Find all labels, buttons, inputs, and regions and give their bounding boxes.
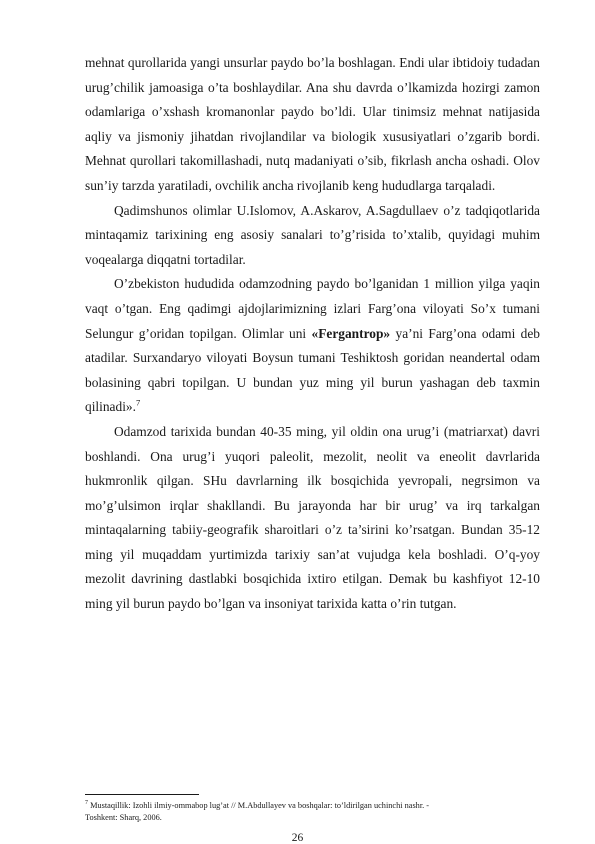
- footnote-divider: [85, 794, 199, 795]
- footnote-reference[interactable]: 7: [135, 397, 141, 408]
- footnote: [85, 797, 545, 824]
- footnote-line-1: Mustaqillik: Izohli ilmiy-ommabop lug’at // M.Abdullayev va boshqalar: to’ldirilgan uchinchi nashr. -: [88, 800, 430, 810]
- paragraph-3-text-start: O’zbekiston hududida odamzodning paydo bo’lganidan 1 million yilga yaqin vaqt o’tgan. Eng qadimgi ajdojlarimizning izlari Farg’ona viloyati So’x tumani Selungur g’oridan topilgan. Olimlar uni: [85, 276, 540, 341]
- paragraph-4: Odamzod tarixida bundan 40-35 ming, yil oldin ona urug’i (matriarxat) davri boshlandi. Ona urug’i yuqori paleolit, mezolit, neolit va eneolit davrlarida hukmronlik qilgan. SHu davrlarning ilk bosqichida yevropali, negrsimon va mo’g’ulsimon irqlar shakllandi. Bu jarayonda har bir urug’ va irq tarkalgan mintaqalarning tabiiy-geografik sharoitlari o’z ta’sirini ko’rsatgan. Bundan 35-12 ming yil muqaddam yurtimizda tarixiy san’at vujudga kela boshladi. O’q-yoy mezolit davrining dastlabki bosqichida ixtiro etilgan. Demak bu kashfiyot 12-10 ming yil burun paydo bo’lgan va insoniyat tarixida katta o’rin tutgan.: [85, 423, 540, 612]
- paragraph-3: [85, 272, 540, 420]
- paragraph-1: mehnat qurollarida yangi unsurlar paydo bo’la boshlagan. Endi ular ibtidoiy tudadan urug’chilik jamoasiga o’ta boshlaydilar. Ana shu davrda o’lkamizda hozirgi zamon odamlariga o’xshash kromanonlar paydo bo’ldi. Ular tinimsiz mehnat natijasida aqliy va jismoniy jihatdan rivojlandilar va biologik xususiyatlari o’zgarib bordi. Mehnat qurollari takomillashadi, nutq madaniyati o’sib, fikrlash ancha oshadi. Olov sun’iy tarzda yaratiladi, ovchilik ancha rivojlanib keng hududlarga tarqaladi.: [85, 55, 540, 193]
- paragraph-3-text-end: ya’ni Farg’ona odami deb atadilar. Surxandaryo viloyati Boysun tumani Teshiktosh goridan neandertal odam bolasining qabri topilgan. U bundan yuz ming yil burun yashagan deb taxmin qilinadi».: [85, 325, 541, 415]
- paragraph-2: Qadimshunos olimlar U.Islomov, A.Askarov, A.Sagdullaev o’z tadqiqotlarida mintaqamiz tarixining eng asosiy sanalari to’g’risida to’xtalib, quyidagi muhim voqealarga diqqatni tortadilar.: [85, 202, 540, 267]
- footnote-marker: 7: [85, 800, 88, 806]
- fergantrop-term: «Fergantrop»: [311, 325, 391, 341]
- page-number: 26: [291, 832, 304, 844]
- footnote-line-2: Toshkent: Sharq, 2006.: [85, 812, 162, 822]
- document-body: [85, 51, 540, 617]
